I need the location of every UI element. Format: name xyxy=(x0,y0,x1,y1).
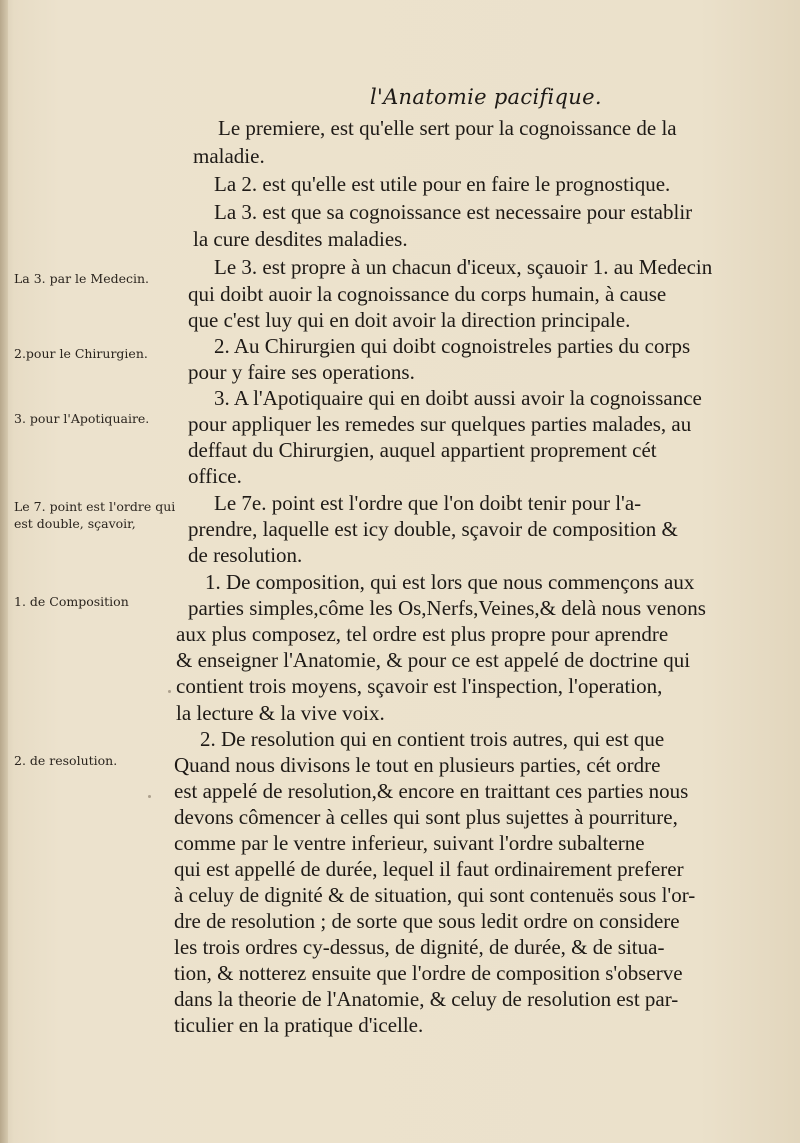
text-line: devons cômencer à celles qui sont plus sujettes à pourriture, xyxy=(174,805,678,829)
text-line: à celuy de dignité & de situation, qui sont contenuës sous l'or- xyxy=(174,883,696,907)
text-line: La 3. est que sa cognoissance est necessaire pour establir xyxy=(214,200,693,224)
text-line: aux plus composez, tel ordre est plus propre pour aprendre xyxy=(176,622,669,646)
text-line: 2. Au Chirurgien qui doibt cognoistreles parties du corps xyxy=(214,334,691,358)
text-line: tion, & notterez ensuite que l'ordre de composition s'observe xyxy=(174,961,683,985)
text-line: pour appliquer les remedes sur quelques parties malades, au xyxy=(188,412,692,436)
text-line: 3. A l'Apotiquaire qui en doibt aussi avoir la cognoissance xyxy=(214,386,702,410)
running-header: l'Anatomie pacifique. xyxy=(370,85,602,109)
text-line: de resolution. xyxy=(188,543,303,567)
text-line: qui doibt auoir la cognoissance du corps humain, à cause xyxy=(188,282,667,306)
text-line: comme par le ventre inferieur, suivant l'ordre subalterne xyxy=(174,831,645,855)
text-line: contient trois moyens, sçavoir est l'inspection, l'operation, xyxy=(176,674,663,698)
text-line: que c'est luy qui en doit avoir la direction principale. xyxy=(188,308,631,332)
text-line: parties simples,côme les Os,Nerfs,Veines,& delà nous venons xyxy=(188,596,706,620)
margin-note: 3. pour l'Apotiquaire. xyxy=(14,411,150,426)
margin-note: Le 7. point est l'ordre qui est double, sçavoir, xyxy=(14,499,176,531)
text-line: office. xyxy=(188,464,242,488)
margin-note: La 3. par le Medecin. xyxy=(14,271,150,286)
text-line: ticulier en la pratique d'icelle. xyxy=(174,1013,424,1037)
text-line: pour y faire ses operations. xyxy=(188,360,415,384)
margin-note: 1. de Composition xyxy=(14,594,129,609)
text-line: prendre, laquelle est icy double, sçavoir de composition & xyxy=(188,517,678,541)
text-line: dans la theorie de l'Anatomie, & celuy de resolution est par- xyxy=(174,987,679,1011)
text-line: Le 3. est propre à un chacun d'iceux, sçauoir 1. au Medecin xyxy=(214,255,713,279)
margin-note: 2.pour le Chirurgien. xyxy=(14,346,148,361)
text-line: deffaut du Chirurgien, auquel appartient proprement cét xyxy=(188,438,657,462)
text-line: la lecture & la vive voix. xyxy=(176,701,385,725)
text-line: les trois ordres cy-dessus, de dignité, de durée, & de situa- xyxy=(174,935,665,959)
text-line: la cure desdites maladies. xyxy=(193,227,408,251)
margin-note: 2. de resolution. xyxy=(14,753,118,768)
text-line: 2. De resolution qui en contient trois autres, qui est que xyxy=(200,727,665,751)
text-line: maladie. xyxy=(193,144,265,168)
page-binding-edge xyxy=(0,0,8,1143)
text-line: qui est appellé de durée, lequel il faut ordinairement preferer xyxy=(174,857,684,881)
text-line: est appelé de resolution,& encore en traittant ces parties nous xyxy=(174,779,689,803)
text-line: & enseigner l'Anatomie, & pour ce est appelé de doctrine qui xyxy=(176,648,691,672)
ink-speck xyxy=(168,690,171,693)
text-line: dre de resolution ; de sorte que sous ledit ordre on considere xyxy=(174,909,680,933)
text-line: 1. De composition, qui est lors que nous commençons aux xyxy=(205,570,695,594)
text-line: Quand nous divisons le tout en plusieurs parties, cét ordre xyxy=(174,753,661,777)
text-line: La 2. est qu'elle est utile pour en faire le prognostique. xyxy=(214,172,671,196)
ink-speck xyxy=(148,795,151,798)
text-line: Le premiere, est qu'elle sert pour la cognoissance de la xyxy=(218,116,677,140)
text-line: Le 7e. point est l'ordre que l'on doibt tenir pour l'a- xyxy=(214,491,642,515)
